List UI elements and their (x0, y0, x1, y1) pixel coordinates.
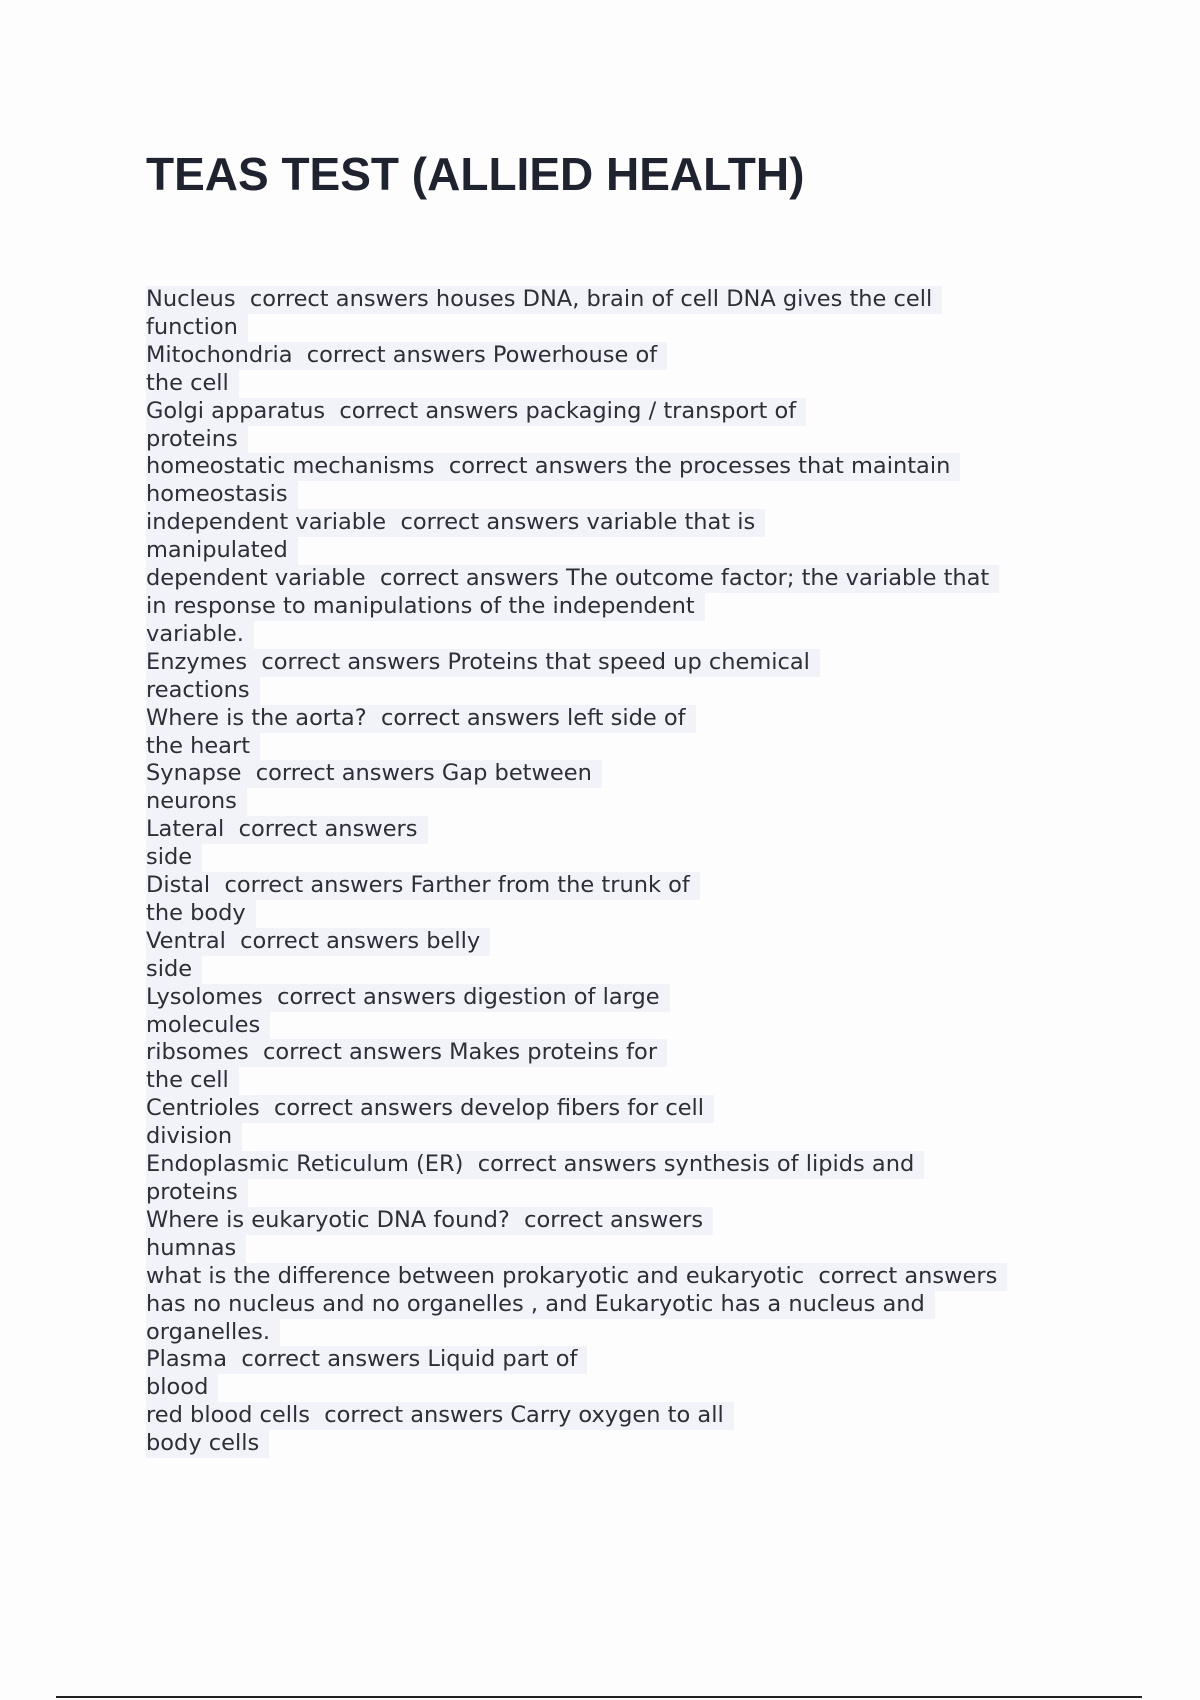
flashcard-line: variable. (146, 621, 254, 649)
flashcard-line: body cells (146, 1430, 269, 1458)
flashcard-entry (146, 1095, 1076, 1151)
flashcard-line: side (146, 956, 202, 984)
flashcard-line: Distal correct answers Farther from the trunk of (146, 872, 700, 900)
flashcard-entry (146, 1263, 1076, 1347)
flashcard-line: Where is the aorta? correct answers left side of (146, 705, 696, 733)
flashcard-line: organelles. (146, 1319, 280, 1347)
flashcard-line: Ventral correct answers belly (146, 928, 490, 956)
flashcard-line: proteins (146, 1179, 248, 1207)
flashcard-entry (146, 1346, 1076, 1402)
flashcard-line: Centrioles correct answers develop fibers for cell (146, 1095, 714, 1123)
flashcard-entry (146, 1039, 1076, 1095)
flashcard-line: what is the difference between prokaryotic and eukaryotic correct answers (146, 1263, 1007, 1291)
flashcard-line: neurons (146, 788, 247, 816)
flashcard-entry (146, 565, 1076, 649)
flashcard-entry (146, 649, 1076, 705)
flashcard-line: Synapse correct answers Gap between (146, 760, 602, 788)
flashcard-entry (146, 816, 1076, 872)
flashcard-line: the heart (146, 733, 260, 761)
flashcard-entry (146, 705, 1076, 761)
flashcard-entry (146, 928, 1076, 984)
flashcard-entry (146, 286, 1076, 342)
flashcard-line: side (146, 844, 202, 872)
flashcard-line: homeostasis (146, 481, 298, 509)
flashcard-line: the cell (146, 370, 239, 398)
document-title: TEAS TEST (ALLIED HEALTH) (146, 148, 805, 200)
flashcard-line: manipulated (146, 537, 298, 565)
flashcard-line: humnas (146, 1235, 246, 1263)
flashcard-line: independent variable correct answers variable that is (146, 509, 765, 537)
flashcard-line: dependent variable correct answers The outcome factor; the variable that (146, 565, 999, 593)
flashcard-entry (146, 509, 1076, 565)
flashcard-line: Nucleus correct answers houses DNA, brain of cell DNA gives the cell (146, 286, 942, 314)
flashcard-line: Enzymes correct answers Proteins that speed up chemical (146, 649, 820, 677)
flashcard-line: Where is eukaryotic DNA found? correct answers (146, 1207, 713, 1235)
flashcard-entry (146, 453, 1076, 509)
footer-divider (56, 1696, 1142, 1698)
flashcard-entry (146, 1151, 1076, 1207)
flashcard-entry (146, 760, 1076, 816)
flashcard-line: Mitochondria correct answers Powerhouse of (146, 342, 667, 370)
flashcard-entry (146, 398, 1076, 454)
flashcard-list (146, 286, 1076, 1458)
flashcard-line: the body (146, 900, 256, 928)
flashcard-line: homeostatic mechanisms correct answers the processes that maintain (146, 453, 960, 481)
flashcard-entry (146, 984, 1076, 1040)
flashcard-line: Plasma correct answers Liquid part of (146, 1346, 587, 1374)
flashcard-line: Endoplasmic Reticulum (ER) correct answers synthesis of lipids and (146, 1151, 924, 1179)
flashcard-line: Lysolomes correct answers digestion of large (146, 984, 670, 1012)
flashcard-entry (146, 1207, 1076, 1263)
flashcard-line: Lateral correct answers (146, 816, 428, 844)
flashcard-entry (146, 872, 1076, 928)
flashcard-line: proteins (146, 426, 248, 454)
flashcard-line: reactions (146, 677, 260, 705)
flashcard-entry (146, 1402, 1076, 1458)
flashcard-line: the cell (146, 1067, 239, 1095)
flashcard-line: red blood cells correct answers Carry oxygen to all (146, 1402, 734, 1430)
flashcard-line: molecules (146, 1012, 270, 1040)
flashcard-line: has no nucleus and no organelles , and Eukaryotic has a nucleus and (146, 1291, 935, 1319)
flashcard-line: division (146, 1123, 242, 1151)
flashcard-line: in response to manipulations of the independent (146, 593, 705, 621)
flashcard-line: ribsomes correct answers Makes proteins for (146, 1039, 667, 1067)
flashcard-line: Golgi apparatus correct answers packaging / transport of (146, 398, 806, 426)
flashcard-line: blood (146, 1374, 218, 1402)
flashcard-entry (146, 342, 1076, 398)
flashcard-line: function (146, 314, 248, 342)
